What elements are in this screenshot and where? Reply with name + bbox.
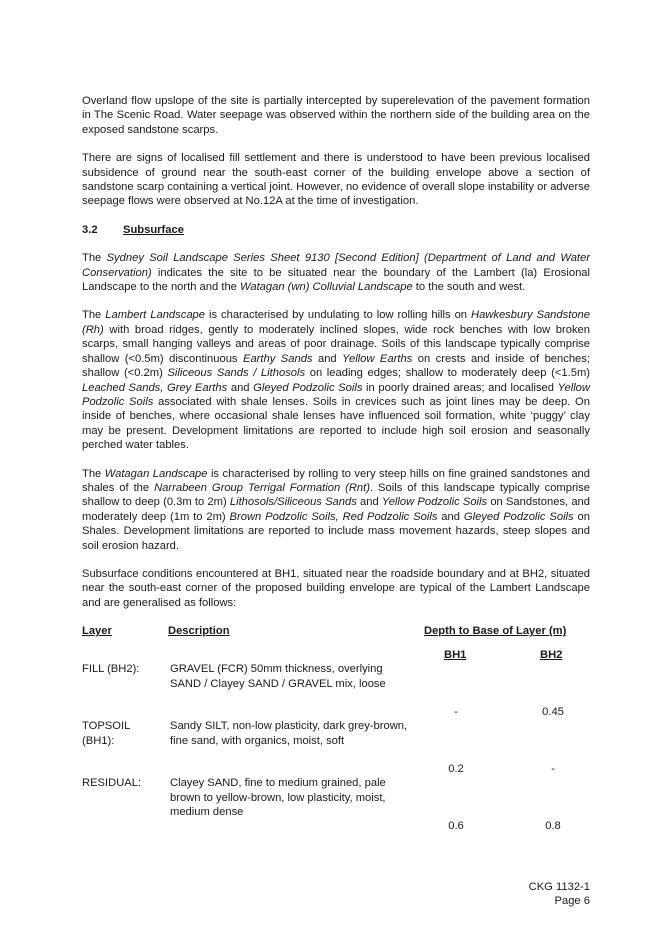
row-residual-description: Clayey SAND, fine to medium grained, pale brown to yellow-brown, low plasticity, moist, medium dense	[170, 777, 386, 818]
header-bh2: BH2	[540, 649, 563, 662]
row-topsoil-bh1: 0.2	[448, 763, 464, 776]
document-reference: CKG 1132-1	[528, 881, 590, 893]
section-number: 3.2	[82, 223, 98, 236]
section-title: Subsurface	[123, 223, 184, 236]
paragraph-lambert-landscape: The Lambert Landscape is characterised by undulating to low rolling hills on Hawkesbury Sandstone (Rh) with broad ridges, gently to moderately inclined slopes, wide rock benches with low broken scarps, small hanging valleys and areas of poor drainage. Soils of this landscape typically comprise shallow (<0.5m) discontinuous Earthy Sands and Yellow Earths on crests and inside of benches; shallow (<0.2m) Siliceous Sands / Lithosols on leading edges; shallow to moderately deep (<1.5m) Leached Sands, Grey Earths and Gleyed Podzolic Soils in poorly drained areas; and localised Yellow Podzolic Soils associated with shale lenses. Soils in crevices such as joint lines may be deep. On inside of benches, where occasional shale lenses have influenced soil formation, white ‘puggy’ clay may be present. Development limitations are reported to include high soil erosion and seasonally perched water tables.	[82, 309, 590, 452]
document-body	[82, 94, 590, 844]
row-fill-description: GRAVEL (FCR) 50mm thickness, overlying SAND / Clayey SAND / GRAVEL mix, loose	[170, 663, 386, 690]
row-residual-layer: RESIDUAL:	[82, 777, 142, 790]
section-heading	[82, 223, 590, 237]
page-footer	[529, 880, 590, 909]
paragraph-subsurface-conditions: Subsurface conditions encountered at BH1, situated near the roadside boundary and at BH2, situated near the south-east corner of the proposed building envelope are typical of the Lambert Landscape and are generalised as follows:	[82, 567, 590, 609]
paragraph-fill-settlement: There are signs of localised fill settlement and there is understood to have been previous localised subsidence of ground near the south-east corner of the building envelope above a section of sandstone scarp containing a vertical joint. However, no evidence of overall slope instability or adverse seepage flows were observed at No.12A at the time of investigation.	[82, 152, 590, 208]
row-fill-layer: FILL (BH2):	[82, 663, 140, 676]
paragraph-overland-flow: Overland flow upslope of the site is partially intercepted by superelevation of the pavement formation in The Scenic Road. Water seepage was observed within the northern side of the building area on the exposed sandstone scarps.	[82, 95, 590, 136]
layer-table	[82, 624, 590, 844]
row-topsoil-description: Sandy SILT, non-low plasticity, dark grey-brown, fine sand, with organics, moist, soft	[170, 720, 408, 747]
row-fill-bh1: -	[454, 706, 458, 719]
header-bh1: BH1	[444, 649, 467, 662]
header-layer: Layer	[82, 625, 112, 638]
row-topsoil-bh2: -	[551, 763, 555, 776]
header-depth: Depth to Base of Layer (m)	[424, 625, 567, 638]
header-description: Description	[168, 625, 230, 638]
row-topsoil-layer: TOPSOIL (BH1):	[82, 720, 130, 747]
paragraph-watagan-landscape: The Watagan Landscape is characterised by rolling to very steep hills on fine grained sandstones and shales of the Narrabeen Group Terrigal Formation (Rnt). Soils of this landscape typically comprise shallow to deep (0.3m to 2m) Lithosols/Siliceous Sands and Yellow Podzolic Soils on Sandstones, and moderately deep (1m to 2m) Brown Podzolic Soils, Red Podzolic Soils and Gleyed Podzolic Soils on Shales. Development limitations are reported to include mass movement hazards, steep slopes and soil erosion hazard.	[82, 467, 590, 552]
row-residual-bh1: 0.6	[448, 820, 464, 833]
row-residual-bh2: 0.8	[545, 820, 561, 833]
page-number: Page 6	[554, 895, 590, 908]
paragraph-soil-landscape: The Sydney Soil Landscape Series Sheet 9130 [Second Edition] (Department of Land and Water Conservation) indicates the site to be situated near the boundary of the Lambert (la) Erosional Landscape to the north and the Watagan (wn) Colluvial Landscape to the south and west.	[82, 252, 590, 294]
row-fill-bh2: 0.45	[542, 706, 564, 719]
